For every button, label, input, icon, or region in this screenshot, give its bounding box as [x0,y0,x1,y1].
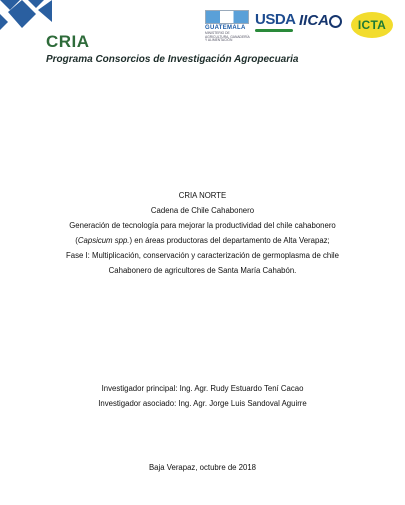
guatemala-flag-icon [205,10,249,24]
guatemala-logo [205,10,251,43]
investigators-block [0,381,405,411]
title-line-1: CRIA NORTE [178,191,227,200]
title-line-5: Fase I: Multiplicación, conservación y caracterización de germoplasma de chile [65,251,340,260]
brand-subtitle: Programa Consorcios de Investigación Agropecuaria [46,54,299,65]
title-line-6: Cahabonero de agricultores de Santa María Cahabón. [108,266,297,275]
scientific-name: Capsicum spp. [77,236,130,245]
title-line-4 [0,233,405,248]
brand-title: CRIA [46,32,90,51]
title-line-4-rest: ) en áreas productoras del departamento de Alta Verapaz; [129,236,330,245]
associate-investigator: Investigador asociado: Ing. Agr. Jorge Luis Sandoval Aguirre [98,399,307,408]
guatemala-logo-name: GUATEMALA [205,25,246,31]
title-block [0,188,405,278]
title-line-3: Generación de tecnología para mejorar la productividad del chile cahabonero [69,221,336,230]
usda-logo [255,12,299,32]
icta-logo [351,12,393,38]
title-line-4-open: ( [75,236,78,245]
icta-logo-text: ICTA [357,18,387,32]
usda-logo-text: USDA [255,11,296,28]
place-date [0,460,405,475]
iica-logo-text: IICA [299,12,329,29]
globe-icon [329,15,342,28]
principal-investigator: Investigador principal: Ing. Agr. Rudy Estuardo Tení Cacao [101,384,304,393]
title-line-2: Cadena de Chile Cahabonero [150,206,255,215]
usda-swoosh-icon [255,29,293,32]
place-date-text: Baja Verapaz, octubre de 2018 [148,463,257,472]
iica-logo [299,13,329,29]
guatemala-logo-subtitle: MINISTERIO DE AGRICULTURA, GANADERÍA Y ALIMENTACIÓN [205,31,250,43]
